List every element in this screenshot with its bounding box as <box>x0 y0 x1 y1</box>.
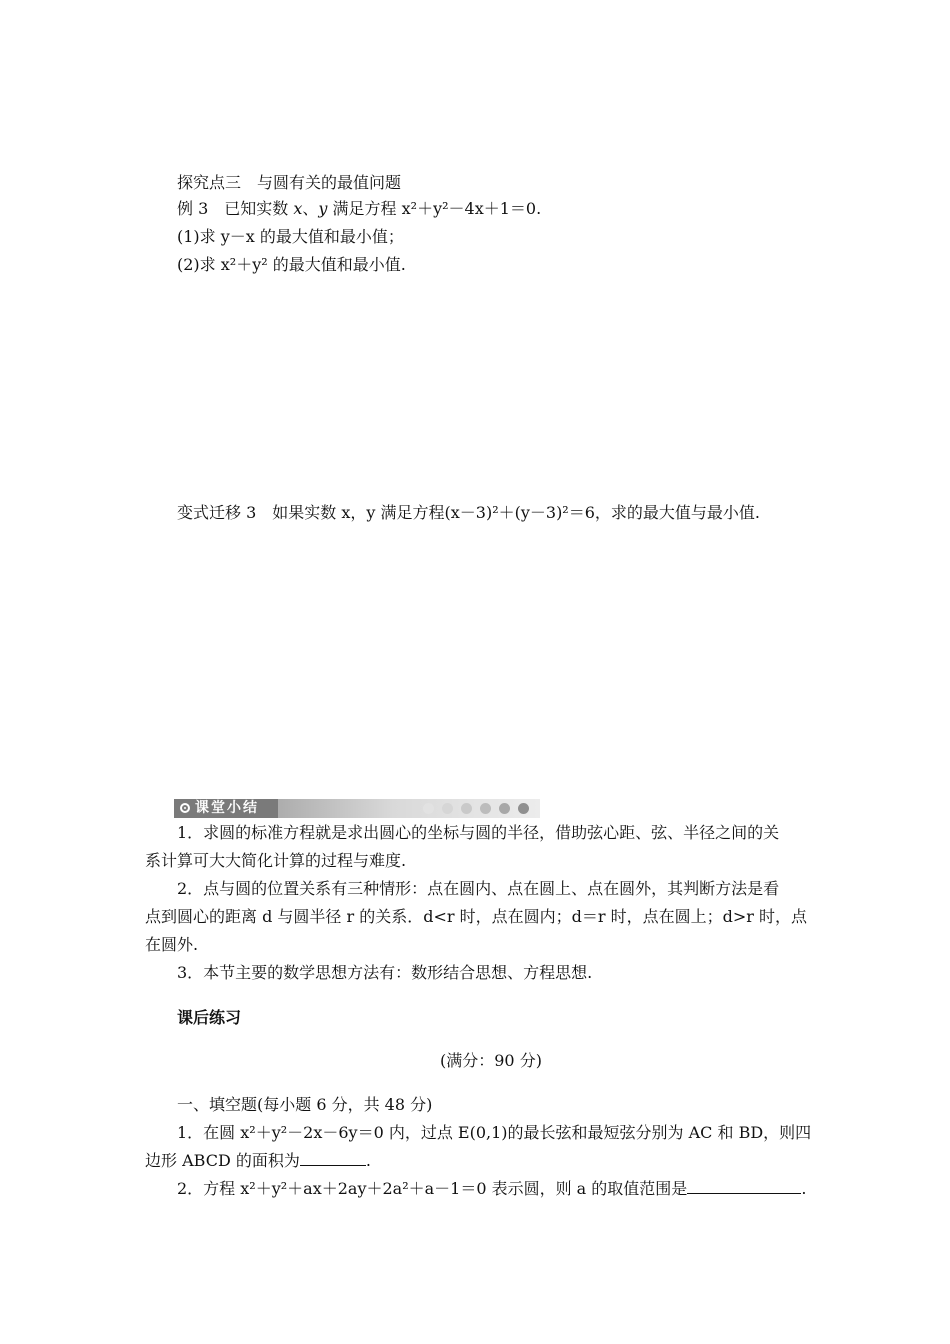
circle-bullet-icon <box>180 803 190 813</box>
practice-score: (满分：90 分) <box>440 1051 542 1070</box>
q1-answer-blank[interactable] <box>300 1151 366 1166</box>
summary-p2-line1: 2．点与圆的位置关系有三种情形：点在圆内、点在圆上、点在圆外，其判断方法是看 <box>177 879 780 898</box>
summary-banner <box>174 799 540 818</box>
example-prefix: 例 3 已知实数 <box>177 199 294 218</box>
summary-p2-line2: 点到圆心的距离 d 与圆半径 r 的关系．d<r 时，点在圆内；d＝r 时，点在圆上；d>r 时，点 <box>145 907 807 926</box>
banner-dot-icon <box>480 803 491 814</box>
q1-period: . <box>365 1151 371 1170</box>
practice-title: 课后练习 <box>177 1008 242 1027</box>
q2-answer-blank[interactable] <box>687 1179 801 1194</box>
example-sep: 、 <box>302 199 319 218</box>
example-var-y: y <box>318 199 328 218</box>
summary-p3: 3．本节主要的数学思想方法有：数形结合思想、方程思想. <box>177 963 593 982</box>
example-var-x: x <box>293 199 303 218</box>
q2-text: 2．方程 x²＋y²＋ax＋2ay＋2a²＋a－1＝0 表示圆，则 a 的取值范围是 <box>177 1179 688 1198</box>
q1-text: 边形 ABCD 的面积为 <box>145 1151 300 1170</box>
section-heading: 探究点三 与圆有关的最值问题 <box>177 173 402 192</box>
practice-q1-line1: 1．在圆 x²＋y²－2x－6y＝0 内，过点 E(0,1)的最长弦和最短弦分别为 AC 和 BD，则四 <box>177 1123 812 1142</box>
summary-banner-text: 课堂小结 <box>195 800 259 816</box>
question-2: (2)求 x²＋y² 的最大值和最小值. <box>177 255 406 274</box>
practice-section-one: 一、填空题(每小题 6 分，共 48 分) <box>177 1095 433 1114</box>
banner-dot-icon <box>499 803 510 814</box>
summary-banner-label <box>174 799 278 818</box>
summary-p2-line3: 在圆外. <box>145 935 199 954</box>
summary-p1-line1: 1．求圆的标准方程就是求出圆心的坐标与圆的半径，借助弦心距、弦、半径之间的关 <box>177 823 780 842</box>
q2-period: . <box>801 1179 807 1198</box>
banner-dot-icon <box>442 803 453 814</box>
practice-q2 <box>177 1178 806 1200</box>
banner-dot-icon <box>461 803 472 814</box>
example-3 <box>177 198 541 220</box>
variant-3: 变式迁移 3 如果实数 x，y 满足方程(x－3)²＋(y－3)²＝6，求的最大值与最小值. <box>177 503 760 522</box>
summary-p1-line2: 系计算可大大简化计算的过程与难度. <box>145 851 407 870</box>
banner-dot-icon <box>518 803 529 814</box>
example-equation: x²＋y²－4x＋1＝0. <box>401 199 542 218</box>
banner-dot-icon <box>423 803 434 814</box>
practice-q1-line2 <box>145 1150 371 1172</box>
example-mid: 满足方程 <box>327 199 402 218</box>
question-1: (1)求 y－x 的最大值和最小值； <box>177 227 404 246</box>
